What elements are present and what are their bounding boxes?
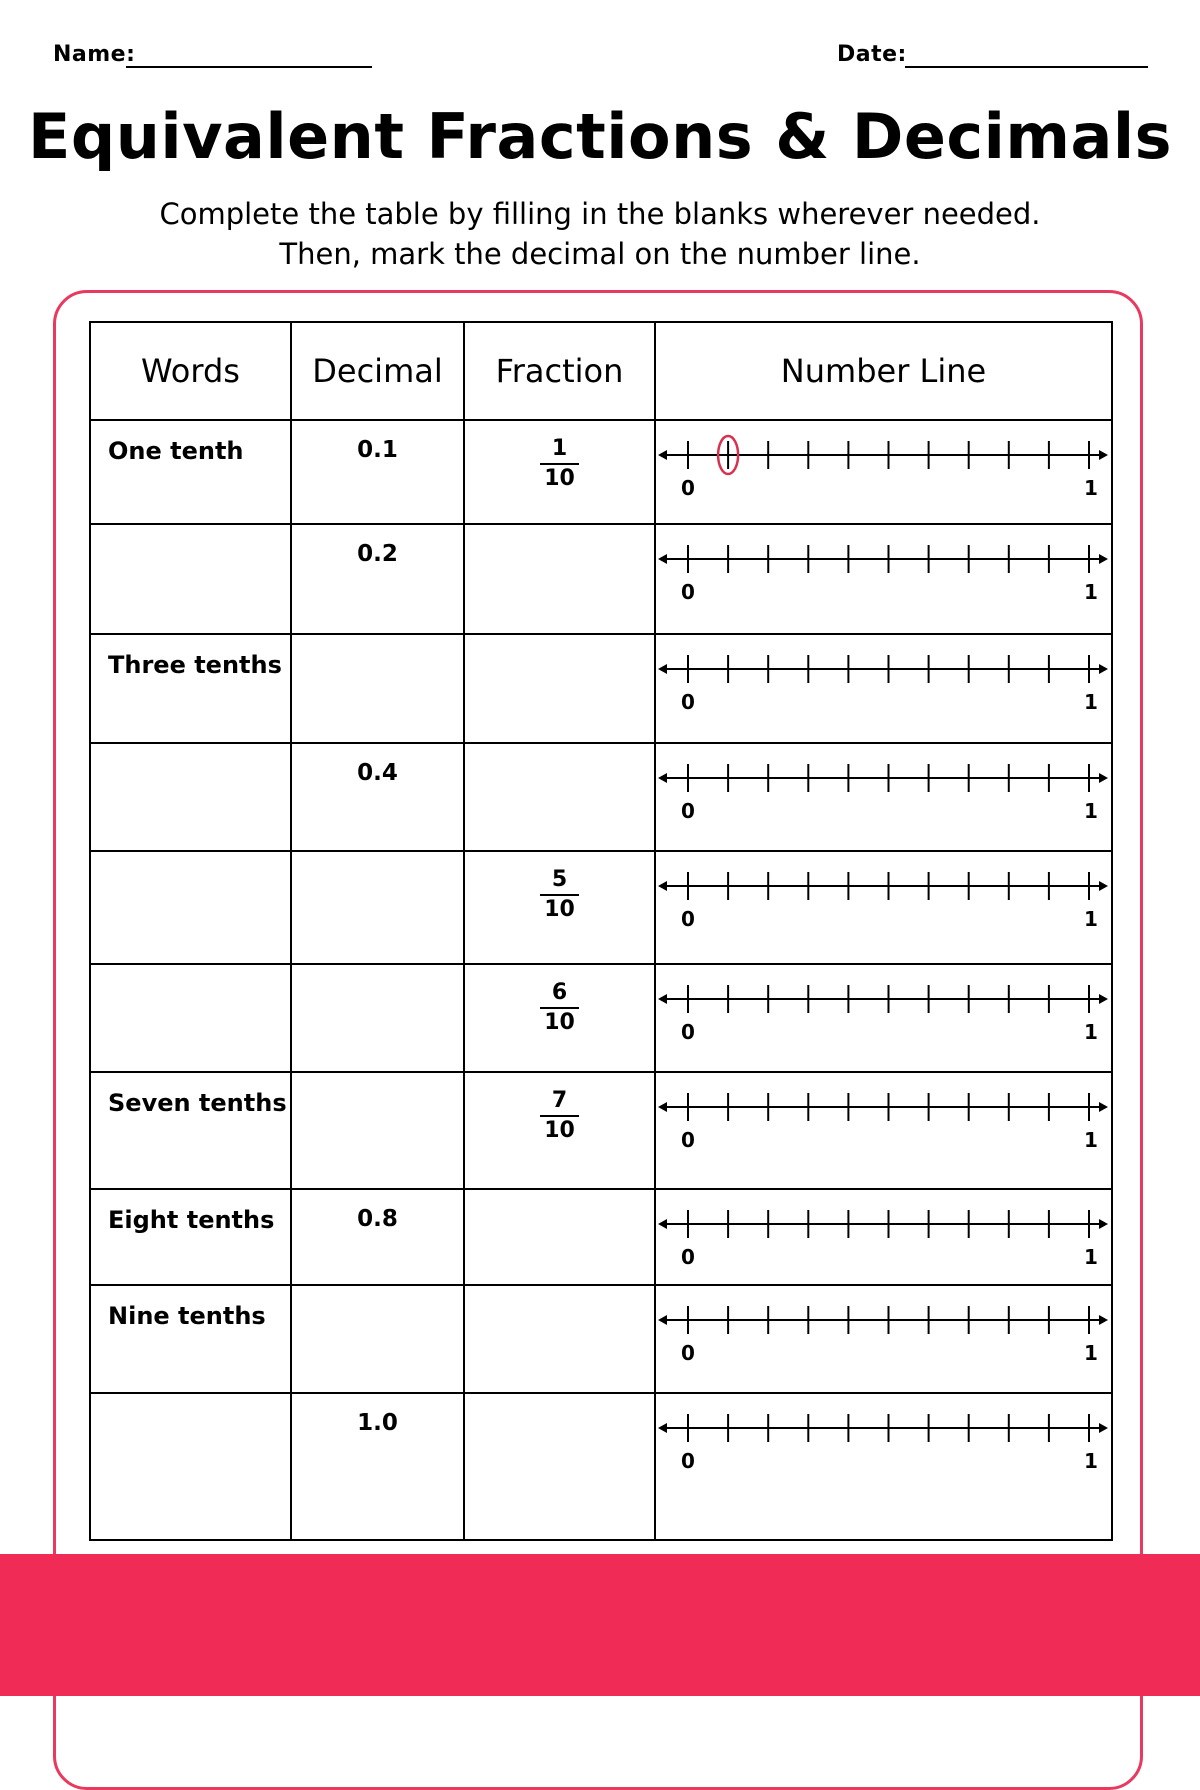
fraction-cell[interactable] [464, 634, 655, 743]
header-words: Words [90, 322, 291, 420]
number-line-start-label: 0 [681, 690, 695, 714]
fraction-cell[interactable] [464, 743, 655, 851]
fraction-denominator: 10 [544, 897, 575, 922]
fraction-cell [464, 964, 655, 1072]
number-line-start-label: 0 [681, 907, 695, 931]
arrow-left-icon [658, 1423, 667, 1433]
arrow-left-icon [658, 881, 667, 891]
table-row [90, 743, 1112, 851]
number-line[interactable] [656, 1286, 1111, 1366]
arrow-right-icon [1099, 881, 1108, 891]
number-line[interactable] [656, 852, 1111, 932]
table-row [90, 1285, 1112, 1393]
fraction [540, 1087, 579, 1145]
words-cell[interactable] [90, 524, 291, 634]
number-line[interactable] [656, 635, 1111, 715]
table-row [90, 964, 1112, 1072]
arrow-right-icon [1099, 450, 1108, 460]
date-field[interactable] [905, 66, 1148, 68]
number-line[interactable] [656, 1394, 1111, 1474]
number-line[interactable] [656, 525, 1111, 605]
number-line-start-label: 0 [681, 1020, 695, 1044]
number-line-start-label: 0 [681, 1245, 695, 1269]
decimal-cell[interactable] [291, 1285, 464, 1393]
worksheet-table [89, 321, 1113, 1541]
number-line-cell[interactable] [655, 634, 1112, 743]
table-row [90, 634, 1112, 743]
number-line-end-label: 1 [1084, 690, 1098, 714]
decimal-cell[interactable] [291, 851, 464, 964]
fraction-cell[interactable] [464, 1285, 655, 1393]
arrow-right-icon [1099, 1423, 1108, 1433]
decimal-cell[interactable] [291, 634, 464, 743]
number-line-cell[interactable] [655, 964, 1112, 1072]
arrow-right-icon [1099, 1315, 1108, 1325]
number-line-cell[interactable] [655, 1189, 1112, 1285]
number-line-cell[interactable] [655, 420, 1112, 524]
words-cell[interactable] [90, 851, 291, 964]
decimal-cell: 0.4 [291, 743, 464, 851]
fraction-numerator: 7 [540, 1087, 579, 1117]
arrow-left-icon [658, 1315, 667, 1325]
number-line-end-label: 1 [1084, 907, 1098, 931]
number-line-start-label: 0 [681, 1449, 695, 1473]
fraction-numerator: 5 [540, 866, 579, 896]
fraction-cell [464, 1072, 655, 1189]
number-line-cell[interactable] [655, 851, 1112, 964]
fraction [540, 866, 579, 924]
number-line-end-label: 1 [1084, 799, 1098, 823]
number-line-start-label: 0 [681, 799, 695, 823]
instruction-line-1: Complete the table by filling in the blanks wherever needed. [159, 197, 1041, 231]
table-row [90, 1189, 1112, 1285]
arrow-left-icon [658, 664, 667, 674]
number-line[interactable] [656, 965, 1111, 1045]
number-line-cell[interactable] [655, 1072, 1112, 1189]
arrow-left-icon [658, 554, 667, 564]
number-line-start-label: 0 [681, 1341, 695, 1365]
number-line[interactable] [656, 744, 1111, 824]
decimal-cell[interactable] [291, 1072, 464, 1189]
number-line-end-label: 1 [1084, 1245, 1098, 1269]
name-field[interactable] [126, 66, 372, 68]
fraction-denominator: 10 [544, 466, 575, 491]
fraction-cell [464, 420, 655, 524]
decimal-cell[interactable] [291, 964, 464, 1072]
header-decimal: Decimal [291, 322, 464, 420]
number-line-cell[interactable] [655, 1393, 1112, 1540]
words-cell[interactable] [90, 743, 291, 851]
table-row [90, 524, 1112, 634]
words-cell: Eight tenths [90, 1189, 291, 1285]
arrow-left-icon [658, 1102, 667, 1112]
table-row [90, 851, 1112, 964]
number-line-cell[interactable] [655, 524, 1112, 634]
arrow-left-icon [658, 450, 667, 460]
date-label: Date: [837, 42, 907, 67]
number-line[interactable] [656, 421, 1111, 501]
arrow-left-icon [658, 773, 667, 783]
arrow-right-icon [1099, 994, 1108, 1004]
fraction-cell[interactable] [464, 524, 655, 634]
fraction [540, 435, 579, 493]
fraction-numerator: 6 [540, 979, 579, 1009]
header-number-line: Number Line [655, 322, 1112, 420]
header-fraction: Fraction [464, 322, 655, 420]
arrow-right-icon [1099, 1102, 1108, 1112]
name-label: Name: [53, 42, 136, 67]
arrow-left-icon [658, 994, 667, 1004]
number-line-end-label: 1 [1084, 476, 1098, 500]
number-line-cell[interactable] [655, 743, 1112, 851]
number-line-start-label: 0 [681, 580, 695, 604]
fraction [540, 979, 579, 1037]
fraction-denominator: 10 [544, 1118, 575, 1143]
words-cell: Seven tenths [90, 1072, 291, 1189]
number-line-end-label: 1 [1084, 1449, 1098, 1473]
number-line[interactable] [656, 1073, 1111, 1153]
table-row [90, 1072, 1112, 1189]
fraction-denominator: 10 [544, 1010, 575, 1035]
page-title: Equivalent Fractions & Decimals [28, 100, 1172, 173]
words-cell: Three tenths [90, 634, 291, 743]
arrow-right-icon [1099, 773, 1108, 783]
decimal-cell: 1.0 [291, 1393, 464, 1540]
fraction-numerator: 1 [540, 435, 579, 465]
decimal-cell: 0.2 [291, 524, 464, 634]
number-line-start-label: 0 [681, 476, 695, 500]
number-line-end-label: 1 [1084, 1341, 1098, 1365]
instruction-line-2: Then, mark the decimal on the number line. [279, 237, 921, 271]
words-cell: One tenth [90, 420, 291, 524]
table-row [90, 1393, 1112, 1540]
fraction-cell[interactable] [464, 1189, 655, 1285]
words-cell[interactable] [90, 964, 291, 1072]
fraction-cell[interactable] [464, 1393, 655, 1540]
arrow-right-icon [1099, 554, 1108, 564]
words-cell[interactable] [90, 1393, 291, 1540]
fraction-cell [464, 851, 655, 964]
footer-band [0, 1554, 1200, 1696]
arrow-right-icon [1099, 1219, 1108, 1229]
number-line-cell[interactable] [655, 1285, 1112, 1393]
arrow-right-icon [1099, 664, 1108, 674]
number-line-end-label: 1 [1084, 1128, 1098, 1152]
table-row [90, 420, 1112, 524]
number-line[interactable] [656, 1190, 1111, 1270]
decimal-cell: 0.8 [291, 1189, 464, 1285]
words-cell: Nine tenths [90, 1285, 291, 1393]
arrow-left-icon [658, 1219, 667, 1229]
number-line-end-label: 1 [1084, 1020, 1098, 1044]
decimal-cell: 0.1 [291, 420, 464, 524]
number-line-start-label: 0 [681, 1128, 695, 1152]
number-line-end-label: 1 [1084, 580, 1098, 604]
